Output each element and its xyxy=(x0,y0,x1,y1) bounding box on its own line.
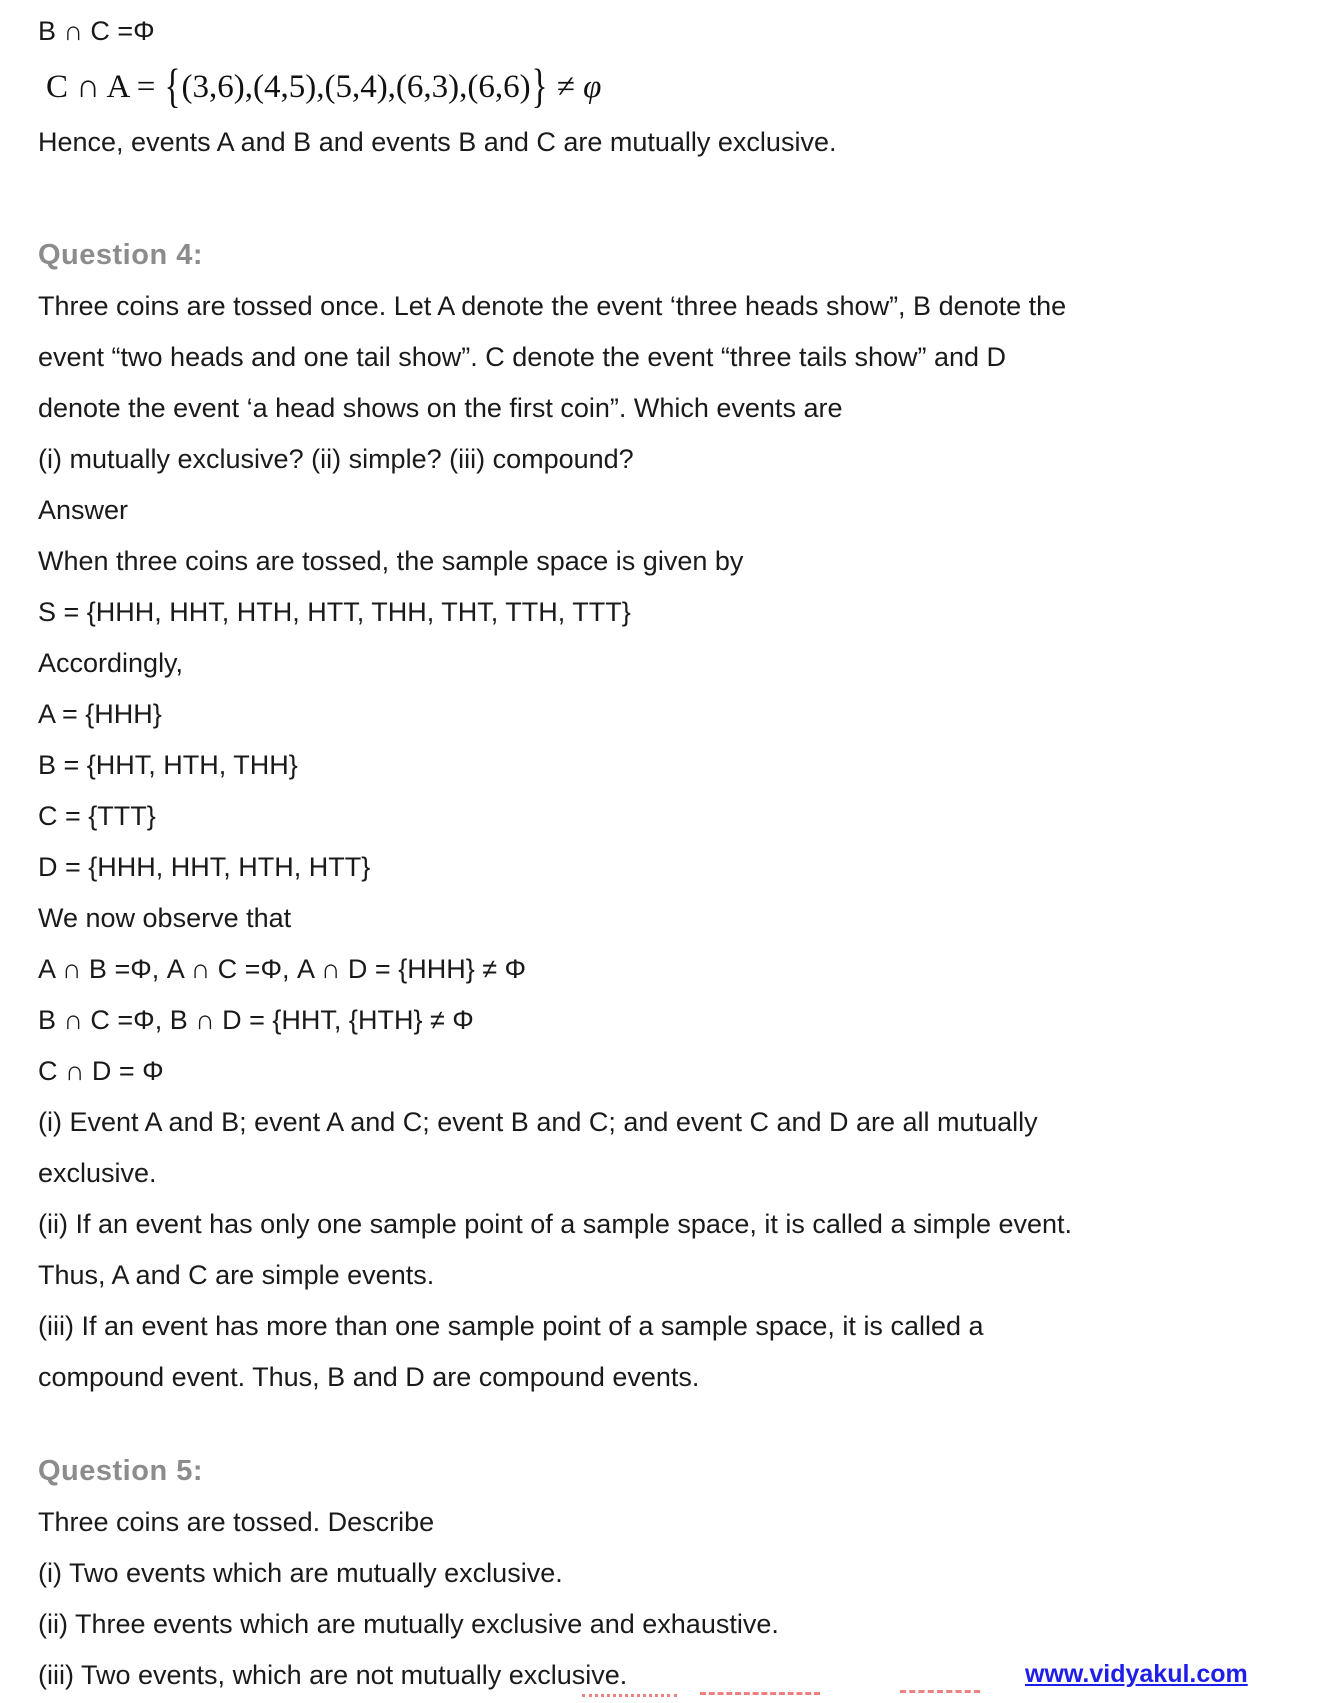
conclusion-statement: Hence, events A and B and events B and C are mutually exclusive. xyxy=(38,127,837,157)
formula-neq: ≠ xyxy=(548,69,584,105)
question5-part-ii: (ii) Three events which are mutually exclusive and exhaustive. xyxy=(38,1609,779,1639)
question4-body-line: Three coins are tossed once. Let A denote the event ‘three heads show”, B denote the xyxy=(38,291,1067,321)
solution-line: When three coins are tossed, the sample space is given by xyxy=(38,546,744,576)
answer-label: Answer xyxy=(38,495,129,525)
solution-line-intersections-a: A ∩ B =Φ, A ∩ C =Φ, A ∩ D = {HHH} ≠ Φ xyxy=(38,954,527,984)
formula-open-brace: { xyxy=(164,60,181,114)
solution-line-part-ii: (ii) If an event has only one sample point of a sample space, it is called a simple event. xyxy=(38,1209,1073,1239)
formula-close-brace: } xyxy=(531,60,548,114)
solution-line: Accordingly, xyxy=(38,648,184,678)
solution-line-event-d: D = {HHH, HHT, HTH, HTT} xyxy=(38,852,371,882)
question4-body-line: event “two heads and one tail show”. C denote the event “three tails show” and D xyxy=(38,342,1007,372)
set-statement-b-intersect-c: B ∩ C =Φ xyxy=(38,16,155,46)
solution-line: We now observe that xyxy=(38,903,292,933)
math-formula-c-intersect-a xyxy=(38,57,1307,117)
solution-line-part-ii-cont: Thus, A and C are simple events. xyxy=(38,1260,435,1290)
vidyakul-website-link[interactable]: www.vidyakul.com xyxy=(1025,1660,1248,1688)
formula-phi: φ xyxy=(583,69,602,105)
red-watermark-fragment xyxy=(700,1692,820,1695)
solution-line-sample-space: S = {HHH, HHT, HTH, HTT, THH, THT, TTH, TTT} xyxy=(38,597,631,627)
question5-part-i: (i) Two events which are mutually exclusive. xyxy=(38,1558,563,1588)
red-watermark-fragment xyxy=(582,1694,677,1697)
solution-line-part-iii-cont: compound event. Thus, B and D are compound events. xyxy=(38,1362,700,1392)
question4-body-line: denote the event ‘a head shows on the first coin”. Which events are xyxy=(38,393,843,423)
solution-line-part-iii: (iii) If an event has more than one sample point of a sample space, it is called a xyxy=(38,1311,984,1341)
question5-heading: Question 5: xyxy=(38,1455,204,1487)
solution-line-intersections-b: B ∩ C =Φ, B ∩ D = {HHT, {HTH} ≠ Φ xyxy=(38,1005,474,1035)
solution-line-event-b: B = {HHT, HTH, THH} xyxy=(38,750,298,780)
question5-part-iii: (iii) Two events, which are not mutually exclusive. xyxy=(38,1660,628,1690)
solution-line-event-c: C = {TTT} xyxy=(38,801,156,831)
solution-line-event-a: A = {HHH} xyxy=(38,699,162,729)
question5-body-line: Three coins are tossed. Describe xyxy=(38,1507,435,1537)
solution-line-part-i: (i) Event A and B; event A and C; event B and C; and event C and D are all mutually xyxy=(38,1107,1038,1137)
solution-line-part-i-cont: exclusive. xyxy=(38,1158,157,1188)
formula-pairs: (3,6),(4,5),(5,4),(6,3),(6,6) xyxy=(181,69,531,105)
red-watermark-fragment xyxy=(900,1690,980,1693)
question4-body-line: (i) mutually exclusive? (ii) simple? (iii) compound? xyxy=(38,444,634,474)
solution-line-intersections-c: C ∩ D = Φ xyxy=(38,1056,164,1086)
question4-heading: Question 4: xyxy=(38,239,204,271)
formula-lhs: C ∩ A = xyxy=(46,69,164,105)
